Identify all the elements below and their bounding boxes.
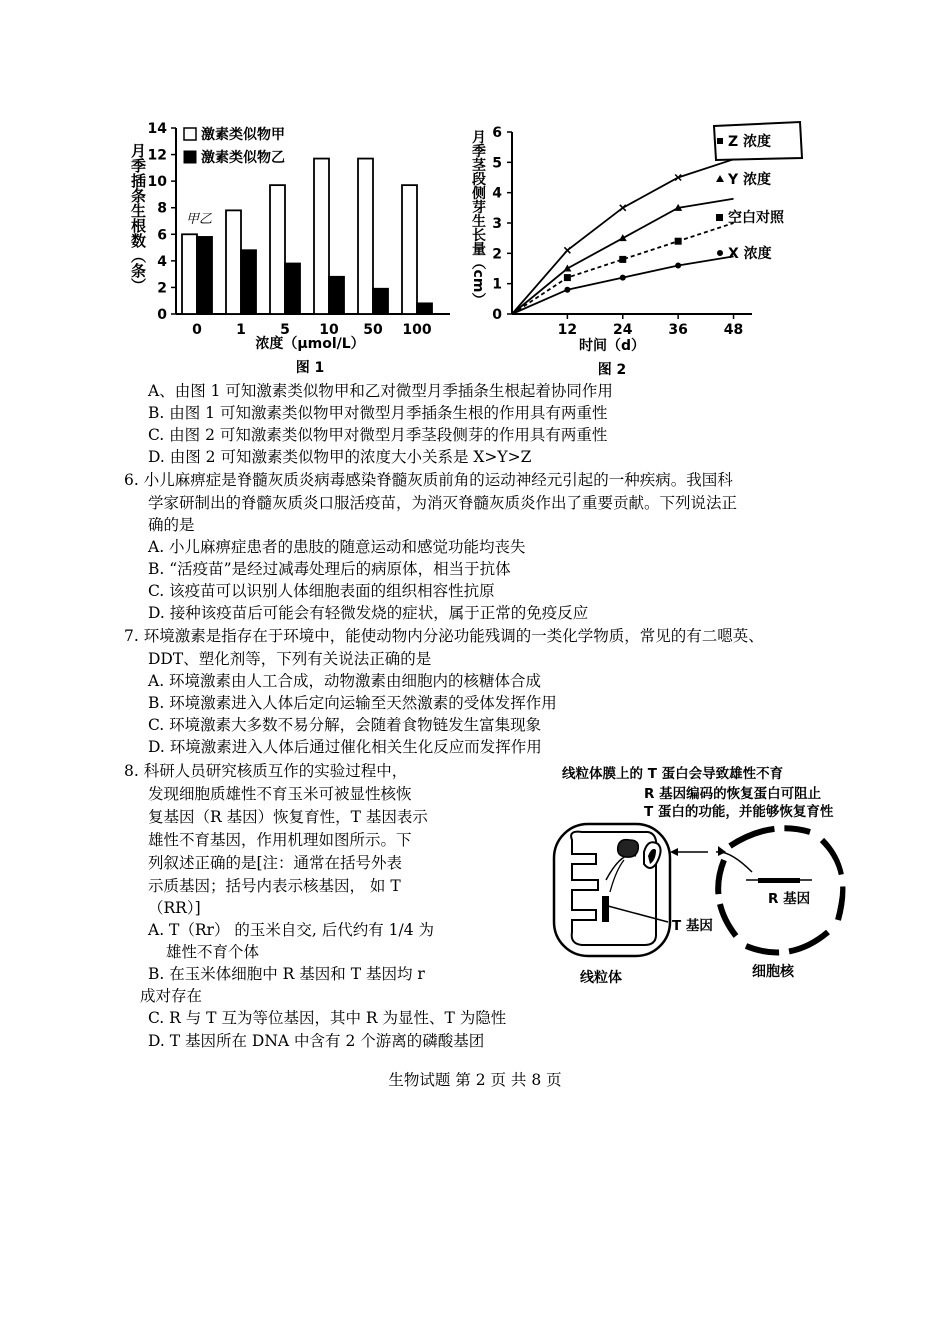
fig2-marker-dot [620, 275, 626, 281]
fig1-bar [373, 289, 388, 314]
q8-stem-1: 8. 科研人员研究核质互作的实验过程中， [124, 762, 408, 780]
fig1-bar [329, 277, 344, 314]
fig2-legend-marker [716, 214, 723, 221]
fig2-series-line [512, 256, 734, 314]
fig3-r-gene-label: R 基因 [768, 891, 811, 907]
fig2-xtick-label: 48 [723, 322, 744, 338]
q7-option-b: B. 环境激素进入人体后定向运输至天然激素的受体发挥作用 [148, 694, 557, 712]
fig2-ytick-label: 2 [492, 246, 502, 263]
fig2-marker-square [564, 274, 571, 281]
q8-stem-7: （RR）] [148, 899, 201, 917]
fig2-ytick-label: 1 [492, 276, 502, 293]
fig1-ylabel: 月季插条生根数（条） [129, 143, 147, 293]
q7-option-d: D. 环境激素进入人体后通过催化相关生化反应而发挥作用 [148, 738, 542, 756]
fig1-bar [270, 185, 285, 314]
q6-stem-3: 确的是 [148, 516, 195, 534]
q6-stem-2: 学家研制出的脊髓灰质炎口服活疫苗，为消灭脊髓灰质炎作出了重要贡献。下列说法正 [148, 494, 738, 512]
fig1-legend-yi: 激素类似物乙 [201, 150, 285, 166]
fig2-marker-dot [564, 287, 570, 293]
fig1-ytick-label: 8 [157, 200, 167, 217]
fig2-legend-label: Y 浓度 [728, 172, 772, 188]
fig2-xlabel: 时间（d） [578, 338, 646, 354]
fig3-note-1: 线粒体膜上的 T 蛋白会导致雄性不育 [562, 766, 784, 782]
mitochondrion-inner-membrane [571, 832, 656, 945]
fig1-xtick-label: 5 [280, 322, 290, 338]
arrow-head-left [670, 848, 678, 856]
q8-stem-3: 复基因（R 基因）恢复育性，T 基因表示 [148, 808, 428, 826]
fig1-ytick-label: 4 [157, 253, 167, 270]
fig2-lines [512, 159, 734, 314]
fig2-legend-marker [717, 250, 723, 256]
fig1-xlabel: 浓度（μmol/L） [255, 336, 365, 352]
fig2-marker-triangle [619, 234, 627, 241]
fig1-legend-jia: 激素类似物甲 [201, 127, 285, 143]
fig2-xtick-label: 12 [557, 322, 578, 338]
figure2-line-chart [462, 118, 822, 380]
fig2-ytick-label: 6 [492, 125, 502, 141]
q8-stem-5: 列叙述正确的是[注：通常在括号外表 [148, 854, 403, 872]
fig2-ytick-label: 0 [492, 307, 502, 323]
mito-internal-arrow [610, 860, 624, 892]
fig3-mito-label: 线粒体 [580, 970, 622, 986]
fig2-ytick-label: 4 [492, 185, 502, 202]
q7-stem-2: DDT、塑化剂等，下列有关说法正确的是 [148, 650, 432, 668]
t-gene-pointer [608, 906, 668, 922]
q8-option-b-2: 成对存在 [140, 987, 203, 1005]
q8-option-c: C. R 与 T 互为等位基因，其中 R 为显性、T 为隐性 [148, 1009, 507, 1027]
fig1-bar [182, 234, 197, 314]
fig1-xtick-label: 50 [363, 322, 383, 338]
q6-option-c: C. 该疫苗可以识别人体细胞表面的组织相容性抗原 [148, 582, 495, 600]
fig2-marker-square [675, 238, 682, 245]
fig1-xtick-label: 10 [319, 322, 339, 338]
fig1-handwriting: 甲乙 [186, 212, 213, 227]
fig2-ytick-label: 3 [492, 216, 502, 232]
mitochondrion-inner-curve [606, 855, 636, 880]
q6-option-a: A. 小儿麻痹症患者的患肢的随意运动和感觉功能均丧失 [148, 538, 526, 556]
fig1-ytick-label: 14 [147, 121, 167, 137]
fig2-marker-dot [675, 262, 681, 268]
fig1-bar [417, 303, 432, 314]
q5-option-d: D. 由图 2 可知激素类似物甲的浓度大小关系是 X>Y>Z [148, 448, 532, 466]
fig1-ytick-label: 6 [157, 227, 167, 244]
fig2-xtick-label: 36 [668, 322, 688, 338]
fig1-legend-swatch-jia [184, 128, 196, 140]
fig2-marker-x [564, 247, 570, 253]
fig1-bar [358, 159, 373, 314]
fig3-note-2: R 基因编码的恢复蛋白可阻止 [644, 786, 822, 802]
fig1-bar [241, 250, 256, 314]
t-protein-blob [618, 840, 639, 858]
fig1-xtick-label: 100 [402, 322, 432, 338]
q6-option-b: B. “活疫苗”是经过减毒处理后的病原体，相当于抗体 [148, 560, 511, 578]
fig1-ytick-label: 2 [157, 280, 167, 297]
t-gene-mark [602, 896, 609, 922]
q7-stem-1: 7. 环境激素是指存在于环境中，能使动物内分泌功能残调的一类化学物质，常见的有二嗯英、 [124, 627, 764, 645]
q8-stem-2: 发现细胞质雄性不育玉米可被显性核恢 [148, 785, 412, 803]
q8-stem-6: 示质基因；括号内表示核基因， 如 T [148, 877, 401, 895]
fig2-ytick-label: 5 [492, 155, 502, 172]
q8-option-a-2: 雄性不育个体 [166, 943, 260, 961]
fig2-legend [716, 133, 785, 262]
fig3-nucleus-label: 细胞核 [752, 964, 794, 980]
q6-option-d: D. 接种该疫苗后可能会有轻微发烧的症状，属于正常的免疫反应 [148, 604, 589, 622]
fig1-legend-swatch-yi [184, 151, 196, 163]
fig1-bar [285, 264, 300, 314]
q5-option-a: A、由图 1 可知激素类似物甲和乙对微型月季插条生根起着协同作用 [148, 382, 613, 400]
fig3-note-3: T 蛋白的功能，并能够恢复育性 [644, 804, 834, 820]
q8-option-a-1: A. T（Rr） 的玉米自交, 后代约有 1/4 为 [148, 921, 435, 939]
fig1-ytick-label: 10 [147, 174, 167, 191]
q5-option-c: C. 由图 2 可知激素类似物甲对微型月季茎段侧芽的作用具有两重性 [148, 426, 608, 444]
figure3-diagram [540, 760, 870, 990]
fig2-caption: 图 2 [597, 362, 627, 378]
q7-option-c: C. 环境激素大多数不易分解，会随着食物链发生富集现象 [148, 716, 542, 734]
fig1-xtick-label: 1 [236, 322, 246, 338]
arrow-head-up-left [718, 846, 726, 856]
fig1-caption: 图 1 [295, 360, 325, 376]
fig2-legend-label: Z 浓度 [728, 134, 772, 150]
fig2-legend-marker [716, 175, 724, 182]
q7-option-a: A. 环境激素由人工合成，动物激素由细胞内的核糖体合成 [148, 672, 542, 690]
fig1-bars [182, 159, 432, 314]
fig1-ytick-label: 0 [157, 307, 167, 323]
q6-stem-1: 6. 小儿麻痹症是脊髓灰质炎病毒感染脊髓灰质前角的运动神经元引起的一种疾病。我国科 [124, 471, 733, 489]
fig2-marker-triangle [563, 265, 571, 272]
fig1-bar [226, 210, 241, 314]
fig2-legend-label: X 浓度 [728, 246, 772, 262]
fig3-t-gene-label: T 基因 [672, 918, 713, 934]
page-footer: 生物试题 第 2 页 共 8 页 [388, 1071, 562, 1089]
q5-option-b: B. 由图 1 可知激素类似物甲对微型月季插条生根的作用具有两重性 [148, 404, 608, 422]
fig1-bar [197, 237, 212, 314]
fig1-bar [402, 185, 417, 314]
q8-option-b-1: B. 在玉米体细胞中 R 基因和 T 基因均 r [148, 965, 425, 983]
fig2-legend-label: 空白对照 [728, 210, 784, 226]
fig1-xtick-label: 0 [192, 322, 202, 338]
q8-stem-4: 雄性不育基因，作用机理如图所示。下 [148, 831, 412, 849]
fig2-ylabel: 月季茎段侧芽生长量（cm） [470, 129, 486, 307]
fig1-ytick-label: 12 [147, 147, 167, 164]
fig2-legend-marker [717, 138, 723, 144]
fig2-marker-square [619, 256, 626, 263]
fig2-xtick-label: 24 [613, 322, 633, 338]
figure1-bar-chart [120, 118, 470, 380]
q8-option-d: D. T 基因所在 DNA 中含有 2 个游离的磷酸基团 [148, 1032, 485, 1050]
fig1-bar [314, 159, 329, 314]
fig2-marker-x [620, 205, 626, 211]
